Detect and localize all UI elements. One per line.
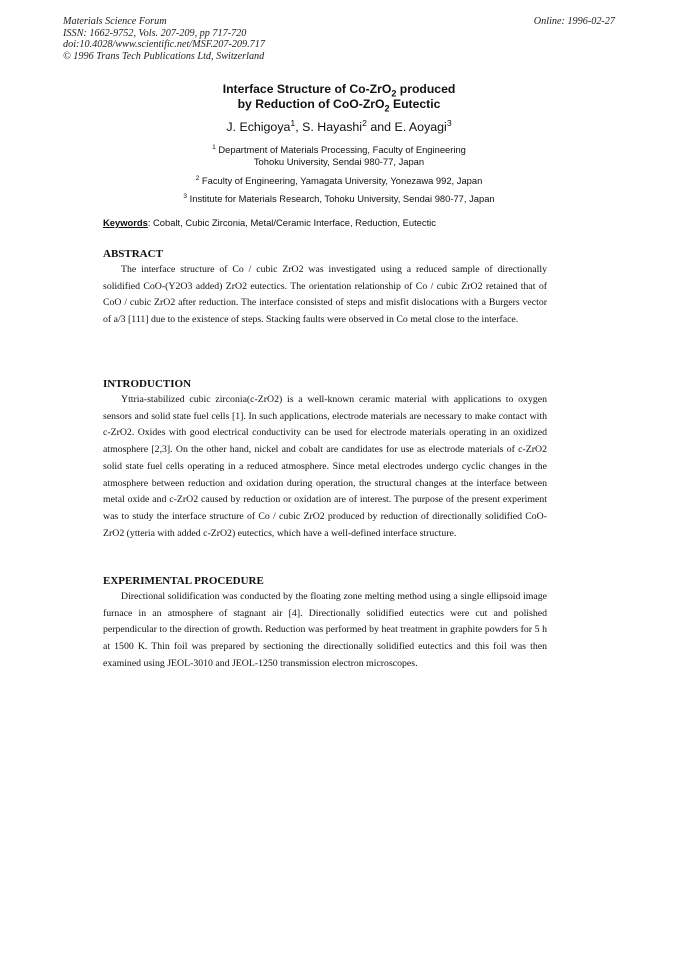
- doi-line[interactable]: doi:10.4028/www.scientific.net/MSF.207-209.717: [63, 39, 265, 51]
- keywords-label: Keywords: [103, 217, 148, 228]
- author-name: E. Aoyagi: [394, 120, 447, 134]
- introduction-section: [103, 376, 547, 542]
- issn-line: ISSN: 1662-9752, Vols. 207-209, pp 717-720: [63, 27, 247, 39]
- journal-header: [63, 16, 265, 62]
- keywords-text: : Cobalt, Cubic Zirconia, Metal/Ceramic Interface, Reduction, Eutectic: [147, 217, 436, 228]
- experimental-heading: EXPERIMENTAL PROCEDURE: [103, 575, 264, 587]
- affiliation-3: $^3$ Institute for Materials Research, Tohoku University, Sendai 980-77, Japan: [183, 192, 495, 204]
- author-name: J. Echigoya: [226, 120, 291, 134]
- experimental-body: Directional solidification was conducted by the floating zone melting method using a single ellipsoid image furnace in an atmosphere of stagnant air [4]. Directionally solidified eutectics were cut and polished perpendicular to the direction of growth. Reduction was performed by heat treatment in graphite powders for 5 h at 1500 K. Thin foil was prepared by sectioning the directionally solidified eutectics and this foil was then examined using JEOL-3010 and JEOL-1250 transmission electron microscopes.: [103, 591, 547, 669]
- title-line-2: by Reduction of CoO-ZrO$_2$ Eutectic: [237, 97, 441, 114]
- author-name: S. Hayashi: [302, 120, 363, 134]
- journal-name: Materials Science Forum: [63, 16, 167, 27]
- introduction-heading: INTRODUCTION: [103, 378, 192, 390]
- online-date: Online: 1996-02-27: [533, 16, 615, 27]
- title-line-1: Interface Structure of Co-ZrO$_2$ produced: [222, 82, 456, 99]
- affiliation-2: $^2$ Faculty of Engineering, Yamagata University, Yonezawa 992, Japan: [195, 174, 483, 186]
- affiliation-1: $^1$ Department of Materials Processing, Faculty of Engineering Tohoku University, Sendai 980-77, Japan: [212, 143, 466, 167]
- copyright-line: © 1996 Trans Tech Publications Ltd, Switzerland: [63, 50, 265, 62]
- abstract-section: [103, 246, 547, 329]
- paper-title: [0, 82, 678, 112]
- keywords: [103, 217, 436, 228]
- author-list: J. Echigoya$^1$, S. Hayashi$^2$ and E. Aoyagi$^3$: [226, 117, 452, 134]
- abstract-heading: ABSTRACT: [103, 248, 163, 260]
- experimental-section: [103, 573, 547, 673]
- abstract-body: The interface structure of Co / cubic ZrO2 was investigated using a reduced sample of directionally solidified CoO-(Y2O3 added) ZrO2 eutectics. The orientation relationship of Co / cubic ZrO2 retained that of CoO / cubic ZrO2 after reduction. The interface consisted of steps and misfit dislocations with a Burgers vector of a/3 [111] due to the existence of steps. Stacking faults were observed in Co metal close to the interface.: [103, 264, 547, 326]
- introduction-body: Yttria-stabilized cubic zirconia(c-ZrO2) is a well-known ceramic material with applications to oxygen sensors and solid state fuel cells [1]. In such applications, electrode materials are necessary to make contact with c-ZrO2. Oxides with good electrical conductivity can be used for electrode materials operating in an oxidized atmosphere [2,3]. On the other hand, nickel and cobalt are candidates for use as electrode materials of c-ZrO2 solid state fuel cells operating in a reduced atmosphere. Since metal electrodes undergo cyclic changes in the atmosphere between reduction and oxidation during operation, the structural changes at the interface between metal oxide and c-ZrO2 caused by reduction or oxidation are of interest. The purpose of the present experiment was to study the interface structure of Co / cubic ZrO2 produced by reduction of directionally solidified CoO-ZrO2 (ytteria with added c-ZrO2) eutectics, which have a well-defined interface structure.: [103, 394, 547, 539]
